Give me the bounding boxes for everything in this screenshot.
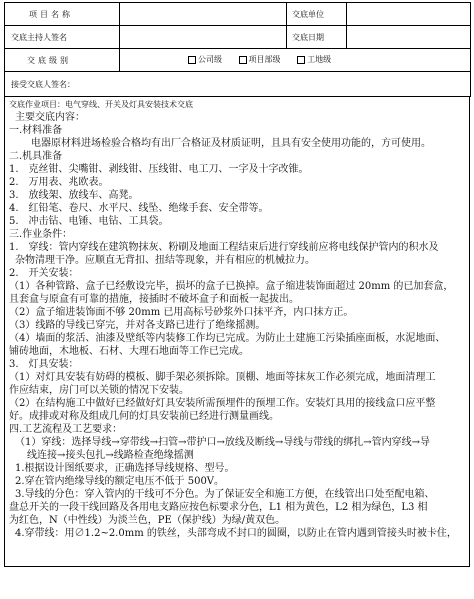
content-line: （2）盒子缩进装饰面不够 20mm 已用高标号砂浆外口抹平齐，内口抹方正。 — [9, 307, 354, 318]
section-heading: 三.作业条件： — [9, 229, 73, 240]
content-line: （1）穿线：选择导线→穿带线→扫管→带护口→放线及断线→导线与带线的绑扎→管内穿线→导 — [15, 437, 431, 448]
content-line: 且套盒与原盒有可靠的措施，接插时不破坏盒子和面板一起拔出。 — [9, 294, 299, 305]
content-line: 3.导线的分色：穿入管内的干线可不分色。为了保证安全和施工方便，在线管出口处至配电箱、 — [15, 489, 435, 500]
list-item: 2. 开关安装： — [9, 268, 79, 279]
date-label: 交底日期 — [287, 26, 347, 49]
content-line: （2）在结构施工中做好已经做好灯具安装所需预埋件的预埋工作。安装灯具用的接线盒口应平整 — [9, 398, 436, 409]
content-line: （1）各种管路、盒子已经敷设完毕，损坏的盒子已换掉。盒子缩进装饰面超过 20mm 的已加套盒， — [9, 281, 454, 292]
level-site-checkbox[interactable]: 工地级 — [297, 54, 331, 65]
content-line: 盘总开关的一段干线回路及各用电支路应按色标要求分色，L1 相为黄色，L2 相为绿色，L3 相 — [9, 502, 428, 513]
date-field[interactable] — [347, 26, 471, 49]
header-table — [4, 2, 471, 97]
content-line: 电器原材料进场检验合格均有出厂合格证及材质证明，且具有安全使用功能的，方可使用。 — [31, 138, 431, 149]
project-name-label: 项目名称 — [5, 3, 120, 26]
host-signature-label: 交底主持人签名 — [5, 26, 120, 49]
unit-label: 交底单位 — [287, 3, 347, 26]
content-line: （4）墙面的浆活、油漆及壁纸等内装修工作均已完成。为防止土建施工污染插座面板，水泥地面、 — [9, 333, 446, 344]
receiver-signature-field[interactable]: 接受交底人签名： — [5, 72, 471, 97]
section-heading: 二.机具准备 — [9, 151, 63, 162]
project-name-field[interactable] — [120, 3, 287, 26]
section-heading: 一.材料准备 — [9, 125, 63, 136]
content-line: 线连接→接头包扎→线路检查绝缘摇测 — [27, 450, 194, 461]
content-line: 主要交底内容： — [15, 112, 85, 123]
list-item: 2. 万用表、兆欧表。 — [9, 177, 109, 188]
list-item: 3. 灯具安装： — [9, 359, 79, 370]
content-line: 为红色，N（中性线）为淡兰色，PE（保护线）为绿/黄双色。 — [9, 515, 286, 526]
level-company-checkbox[interactable]: 公司级 — [188, 54, 222, 65]
content-line: 2.穿在管内绝缘导线的额定电压不低于 500V。 — [15, 476, 225, 487]
content-line: （1）对灯具安装有妨碍的模板、脚手架必须拆除。顶棚、地面等抹灰工作必须完成，地面清理工 — [9, 372, 436, 383]
list-item: 4. 红铅笔、卷尺、水平尺、线坠、绝缘手套、安全带等。 — [9, 203, 269, 214]
host-signature-field[interactable] — [120, 26, 287, 49]
content-line: 1.根据设计图纸要求，正确选择导线规格、型号。 — [15, 463, 235, 474]
content-line: 作应结束，房门可以关锁的情况下安装。 — [9, 385, 189, 396]
list-item: 3. 放线架、放线车、高凳。 — [9, 190, 139, 201]
disclosure-content — [4, 97, 470, 567]
level-project-checkbox[interactable]: 项目部级 — [239, 54, 281, 65]
list-item: 1. 克丝钳、尖嘴钳、剥线钳、压线钳、电工刀、一字及十字改锥。 — [9, 164, 309, 175]
content-line: （3）线路的导线已穿完，并对各支路已进行了绝缘摇测。 — [9, 320, 266, 331]
unit-field[interactable] — [347, 3, 471, 26]
list-item: 5. 冲击钻、电锤、电钻、工具袋。 — [9, 216, 169, 227]
content-line: 4.穿带线：用∅1.2~2.0mm 的铁丝，头部弯成不封口的圆圈，以防止在管内遇到管接头时被卡住， — [15, 528, 457, 539]
level-options — [120, 49, 471, 72]
disclosure-form — [4, 2, 470, 595]
checkbox-square-icon — [239, 56, 247, 64]
content-line: 好。成排或对称及组成几何的灯具安装前已经进行测量画线。 — [9, 411, 279, 422]
level-label: 交底级别 — [5, 49, 120, 72]
content-line: 1. 穿线：管内穿线在建筑物抹灰、粉刷及地面工程结束后进行穿线前应将电线保护管内的积水及 — [9, 242, 439, 253]
content-line: 铺砖地面，木地板、石材、大理石地面等工作已完成。 — [9, 346, 249, 357]
subject-line: 交底作业项目：电气穿线、开关及灯具安装技术交底 — [9, 100, 193, 109]
checkbox-square-icon — [297, 56, 305, 64]
checkbox-square-icon — [188, 56, 196, 64]
content-line: 杂物清理干净。应顺直无背扣、扭结等现象，并有相应的机械拉力。 — [15, 255, 315, 266]
section-heading: 四.工艺流程及工艺要求： — [9, 424, 123, 435]
